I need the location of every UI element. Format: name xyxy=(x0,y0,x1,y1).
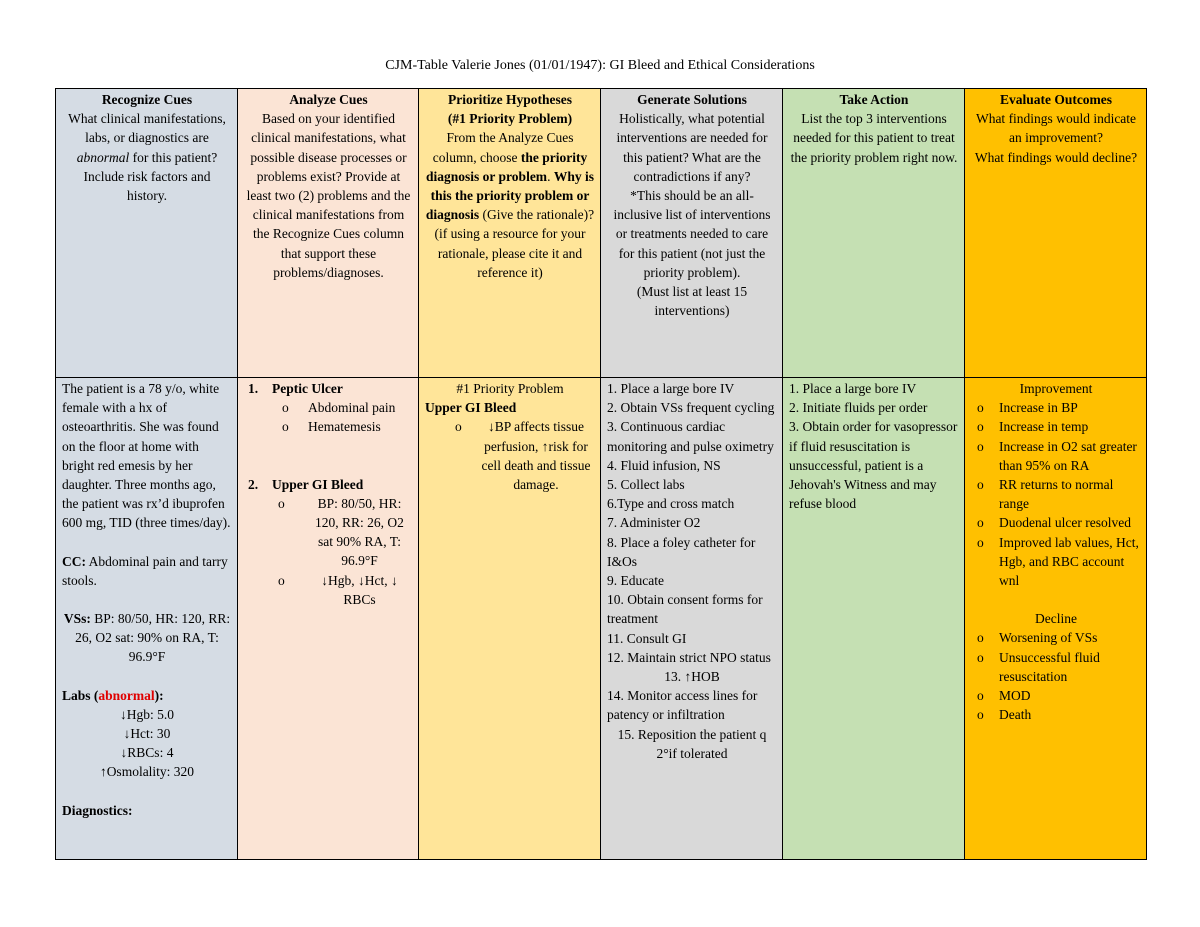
improvement-item: RR returns to normal range xyxy=(999,477,1114,512)
list-item xyxy=(971,648,1141,686)
lab-value: ↓RBCs: 4 xyxy=(120,745,174,761)
header-text: Based on your identified clinical manifestations, what possible disease processes or problems exist? Provide at least two (2) problems and the clinical manifestations from the Recognize Cues column that support these problems/diagnoses. xyxy=(246,111,411,280)
header-subtitle: (#1 Priority Problem) xyxy=(447,111,573,127)
intervention-item: 13. ↑HOB xyxy=(664,669,720,685)
problem-cue: ↓Hgb, ↓Hct, ↓ RBCs xyxy=(321,572,398,607)
content-row xyxy=(56,378,1147,860)
header-bold: the priority diagnosis or problem xyxy=(426,149,588,184)
header-text: for this patient? Include risk factors and history. xyxy=(83,149,218,204)
header-row xyxy=(56,89,1147,378)
bullet-icon: o xyxy=(282,400,289,416)
intervention-item: 10. Obtain consent forms for treatment xyxy=(607,592,763,627)
labs-heading xyxy=(62,686,232,705)
header-bold: Why is this the priority problem or diagnosis xyxy=(425,168,594,223)
problem-title: Upper GI Bleed xyxy=(272,476,364,492)
improvement-item: Increase in O2 sat greater than 95% on RA xyxy=(999,438,1137,473)
header-text: (Give the rationale)? (if using a resource for your rationale, please cite it and reference it) xyxy=(434,207,595,280)
problem-number: 2. xyxy=(248,476,259,492)
list-item xyxy=(971,628,1141,647)
decline-item: MOD xyxy=(999,688,1031,704)
improvement-item: Duodenal ulcer resolved xyxy=(999,515,1131,531)
problem-cue: Hematemesis xyxy=(308,419,381,435)
header-title: Take Action xyxy=(839,92,909,107)
intervention-item: 4. Fluid infusion, NS xyxy=(607,457,721,473)
bullet-icon: o xyxy=(977,515,984,531)
problem-cue: BP: 80/50, HR: 120, RR: 26, O2 sat 90% RA, T: 96.9°F xyxy=(315,495,404,569)
header-title: Generate Solutions xyxy=(637,92,747,107)
vs-text: BP: 80/50, HR: 120, RR: 26, O2 sat: 90% on RA, T: 96.9°F xyxy=(75,611,231,665)
improvement-item: Increase in temp xyxy=(999,419,1089,435)
bullet-icon: o xyxy=(455,419,462,435)
header-title: Prioritize Hypotheses xyxy=(447,92,573,107)
evaluate-outcomes-cell xyxy=(965,378,1147,860)
problem-heading xyxy=(244,475,413,494)
problem-title: Peptic Ulcer xyxy=(272,381,343,396)
priority-rationale: ↓BP affects tissue perfusion, ↑risk for cell death and tissue damage. xyxy=(481,419,591,493)
header-recognize-cues xyxy=(56,89,238,378)
decline-item: Unsuccessful fluid resuscitation xyxy=(999,649,1100,684)
labs-close: ): xyxy=(154,687,164,703)
lab-value: ↑Osmolality: 320 xyxy=(99,764,195,780)
header-take-action xyxy=(783,89,965,378)
header-text: List the top 3 interventions needed for this patient to treat the priority problem right now. xyxy=(790,111,958,165)
intervention-item: 2. Obtain VSs frequent cycling xyxy=(607,400,775,416)
problem-number: 1. xyxy=(248,381,259,396)
header-text: What findings would indicate an improvement? xyxy=(975,111,1137,146)
header-prioritize-hypotheses xyxy=(419,89,601,378)
intervention-item: 1. Place a large bore IV xyxy=(607,381,735,396)
header-title: Recognize Cues xyxy=(101,92,193,107)
improvement-item: Increase in BP xyxy=(999,400,1078,416)
patient-history: The patient is a 78 y/o, white female with a hx of osteoarthritis. She was found on the floor at home with bright red emesis by her daughter. Three months ago, the patient was rx’d ibuprofen 600 mg, TID (three times/day). xyxy=(62,381,231,531)
bullet-icon: o xyxy=(278,495,285,511)
list-item xyxy=(971,705,1141,724)
header-title: Evaluate Outcomes xyxy=(999,92,1113,107)
generate-solutions-cell xyxy=(601,378,783,860)
list-item xyxy=(244,398,413,417)
header-text: What findings would decline? xyxy=(974,149,1138,165)
labs-abnormal: abnormal xyxy=(98,687,155,703)
recognize-cues-cell xyxy=(56,378,238,860)
intervention-item: 8. Place a foley catheter for I&Os xyxy=(607,534,756,569)
bullet-icon: o xyxy=(977,630,984,646)
chief-complaint xyxy=(62,552,232,590)
list-item xyxy=(971,533,1141,591)
header-generate-solutions xyxy=(601,89,783,378)
header-text: . xyxy=(547,168,554,184)
priority-label: #1 Priority Problem xyxy=(456,381,564,396)
analyze-cues-cell xyxy=(238,378,419,860)
action-item: 3. Obtain order for vasopressor if fluid resuscitation is unsuccessful, patient is a Jehovah's Witness and may refuse blood xyxy=(789,419,958,512)
action-item: 2. Initiate fluids per order xyxy=(789,400,928,416)
decline-item: Worsening of VSs xyxy=(999,630,1098,646)
action-item: 1. Place a large bore IV xyxy=(789,381,917,396)
improvement-item: Improved lab values, Hct, Hgb, and RBC account wnl xyxy=(999,534,1139,589)
diagnostics-label: Diagnostics: xyxy=(62,802,133,818)
vital-signs xyxy=(62,609,232,667)
header-evaluate-outcomes xyxy=(965,89,1147,378)
header-text: Holistically, what potential interventions are needed for this patient? What are the contradictions if any? xyxy=(616,111,768,184)
intervention-item: 15. Reposition the patient q 2°if tolerated xyxy=(617,726,767,761)
cc-text: Abdominal pain and tarry stools. xyxy=(62,553,228,588)
bullet-icon: o xyxy=(282,419,289,435)
list-item xyxy=(244,571,413,609)
lab-value: ↓Hgb: 5.0 xyxy=(120,706,174,722)
lab-value: ↓Hct: 30 xyxy=(123,726,171,742)
priority-problem: Upper GI Bleed xyxy=(425,400,517,416)
bullet-icon: o xyxy=(977,534,984,550)
bullet-icon: o xyxy=(977,649,984,665)
cjm-table xyxy=(55,88,1147,860)
list-item xyxy=(244,494,413,571)
intervention-item: 5. Collect labs xyxy=(607,477,685,493)
list-item xyxy=(971,686,1141,705)
decline-item: Death xyxy=(999,707,1032,723)
header-text: What clinical manifestations, labs, or diagnostics are xyxy=(68,111,226,146)
list-item xyxy=(971,513,1141,532)
header-title: Analyze Cues xyxy=(289,92,368,107)
cc-label: CC: xyxy=(62,553,86,569)
intervention-item: 6.Type and cross match xyxy=(607,496,735,512)
list-item xyxy=(971,437,1141,475)
decline-label: Decline xyxy=(1035,611,1077,627)
bullet-icon: o xyxy=(977,477,984,493)
bullet-icon: o xyxy=(977,707,984,723)
bullet-icon: o xyxy=(977,400,984,416)
bullet-icon: o xyxy=(977,419,984,435)
intervention-item: 12. Maintain strict NPO status xyxy=(607,649,771,665)
improvement-label: Improvement xyxy=(1019,381,1093,396)
list-item xyxy=(244,417,413,436)
labs-label: Labs ( xyxy=(62,687,99,703)
intervention-item: 9. Educate xyxy=(607,573,664,589)
intervention-item: 14. Monitor access lines for patency or infiltration xyxy=(607,688,758,723)
bullet-icon: o xyxy=(278,572,285,588)
problem-cue: Abdominal pain xyxy=(308,400,396,416)
header-analyze-cues xyxy=(238,89,419,378)
intervention-item: 11. Consult GI xyxy=(607,630,687,646)
take-action-cell xyxy=(783,378,965,860)
document-title: CJM-Table Valerie Jones (01/01/1947): GI Bleed and Ethical Considerations xyxy=(385,58,815,73)
intervention-item: 7. Administer O2 xyxy=(607,515,701,531)
header-text: (Must list at least 15 interventions) xyxy=(636,284,748,319)
list-item xyxy=(425,417,595,494)
list-item xyxy=(971,398,1141,417)
list-item xyxy=(971,417,1141,436)
header-text: *This should be an all-inclusive list of interventions or treatments needed to care for this patient (not just the priority problem). xyxy=(613,188,771,280)
header-text: From the Analyze Cues column, choose xyxy=(432,130,574,165)
vs-label: VSs: xyxy=(63,611,91,627)
header-emphasis: abnormal xyxy=(76,149,130,165)
bullet-icon: o xyxy=(977,688,984,704)
problem-heading xyxy=(244,379,413,398)
intervention-item: 3. Continuous cardiac monitoring and pulse oximetry xyxy=(607,419,774,454)
bullet-icon: o xyxy=(977,438,984,454)
prioritize-hypotheses-cell xyxy=(419,378,601,860)
list-item xyxy=(971,475,1141,513)
